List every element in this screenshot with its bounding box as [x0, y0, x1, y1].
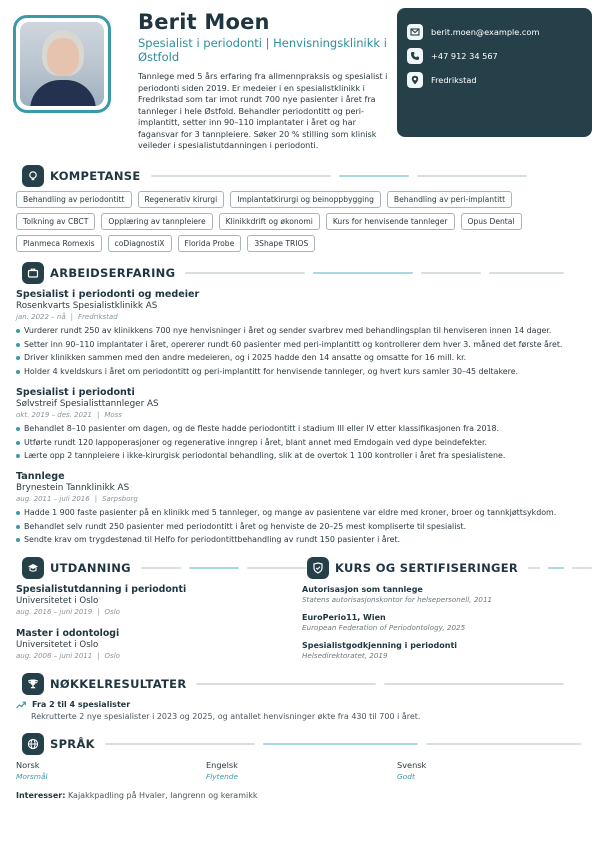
- skill-chip: coDiagnostiX: [108, 235, 172, 252]
- education-title: UTDANNING: [50, 561, 131, 575]
- education-meta: aug. 2016 – juni 2019 | Oslo: [16, 608, 120, 616]
- photo-body: [30, 80, 96, 106]
- language-item: [206, 760, 238, 781]
- job-dates: okt. 2019 – des. 2021: [16, 411, 92, 419]
- skill-chip: Implantatkirurgi og beinoppbygging: [230, 191, 381, 208]
- education-school: Universitetet i Oslo: [16, 640, 99, 650]
- contact-phone-row[interactable]: [407, 47, 582, 65]
- languages-heading: [22, 733, 589, 755]
- job-location: Sarpsborg: [102, 495, 138, 503]
- cert-org: Statens autorisasjonskontor for helsepersonell, 2011: [302, 595, 493, 604]
- mail-icon: [407, 24, 423, 40]
- heading-rule: [528, 567, 600, 569]
- contact-phone[interactable]: +47 912 34 567: [431, 51, 498, 61]
- language-level: Godt: [397, 772, 415, 781]
- job-company: Rosenkvarts Spesialistklinikk AS: [16, 301, 158, 311]
- job-location: Fredrikstad: [77, 313, 118, 321]
- job-bullet: Driver klinikken sammen med den andre medeieren, og i 2025 hadde den 14 ansatte og omsatte for 16 mill. kr.: [16, 351, 591, 365]
- skill-chip: Behandling av peri-implantitt: [387, 191, 512, 208]
- results-title: NØKKELRESULTATER: [50, 677, 187, 691]
- heading-rule: [185, 272, 572, 274]
- job-bullet: Lærte opp 2 tannpleiere i ikke-kirurgisk periodontal behandling, slik at de overtok 1 100 kontroller i året fra spesialistene.: [16, 449, 591, 463]
- heading-rule: [141, 567, 315, 569]
- job-entry: [16, 387, 591, 463]
- skill-chip: 3Shape TRIOS: [247, 235, 315, 252]
- language-level: Flytende: [206, 772, 239, 781]
- cert-name: Spesialistgodkjenning i periodonti: [302, 641, 458, 650]
- job-company: Brynestein Tannklinikk AS: [16, 483, 130, 493]
- job-bullet: Utførte rundt 120 lappoperasjoner og regenerative inngrep i året, blant annet med Emdogain ved dype beindefekter.: [16, 436, 591, 450]
- skill-chip: Regenerativ kirurgi: [138, 191, 225, 208]
- result-title-row: [16, 700, 576, 709]
- job-dates: jan. 2022 – nå: [16, 313, 66, 321]
- education-entry: [16, 584, 286, 616]
- certs-heading: [307, 557, 600, 579]
- contact-location-row: [407, 71, 582, 89]
- interests-text: Kajakkpadling på Hvaler, langrenn og keramikk: [67, 791, 258, 800]
- result-desc: Rekrutterte 2 nye spesialister i 2023 og 2025, og antallet henvisninger økte fra 430 til 700 i året.: [31, 712, 421, 721]
- skill-chip: Tolkning av CBCT: [16, 213, 95, 230]
- job-bullets: [16, 506, 591, 547]
- job-meta: aug. 2011 – juli 2016 | Sarpsborg: [16, 495, 138, 503]
- job-bullet: Sendte krav om trygdestønad til Helfo for periodontittbehandling av rundt 150 pasienter i året.: [16, 533, 591, 547]
- result-entry: [16, 700, 576, 721]
- language-level: Morsmål: [16, 772, 48, 781]
- skills-list: [16, 191, 586, 257]
- skills-title: KOMPETANSE: [50, 169, 141, 183]
- globe-icon: [22, 733, 44, 755]
- result-title: Fra 2 til 4 spesialister: [32, 700, 131, 709]
- profile-photo-frame: [13, 15, 111, 113]
- heading-rule: [105, 743, 589, 745]
- language-name: Engelsk: [206, 760, 238, 770]
- contact-email-row[interactable]: [407, 23, 582, 41]
- cert-name: EuroPerio11, Wien: [302, 613, 386, 622]
- job-dates: aug. 2011 – juli 2016: [16, 495, 90, 503]
- language-name: Norsk: [16, 760, 40, 770]
- education-entry: [16, 628, 286, 660]
- languages-title: SPRÅK: [50, 737, 95, 751]
- photo-face: [47, 38, 79, 76]
- job-bullet: Setter inn 90–110 implantater i året, opererer rundt 60 pasienter med peri-implantitt og kontrollerer dem hver 3. måned det første året.: [16, 338, 591, 352]
- trend-up-icon: [16, 701, 26, 709]
- job-bullets: [16, 324, 591, 378]
- skill-chip: Florida Probe: [178, 235, 242, 252]
- language-item: [16, 760, 48, 781]
- job-bullet: Behandlet selv rundt 250 pasienter med periodontitt i året og henviste de 20–25 mest kompliserte til spesialist.: [16, 520, 591, 534]
- job-company: Sølvstreif Spesialisttannleger AS: [16, 399, 159, 409]
- education-location: Oslo: [104, 608, 120, 616]
- contact-email[interactable]: berit.moen@example.com: [431, 27, 540, 37]
- cert-entry: [302, 641, 582, 660]
- job-location: Moss: [104, 411, 122, 419]
- graduation-cap-icon: [22, 557, 44, 579]
- education-heading: [22, 557, 315, 579]
- contact-location: Fredrikstad: [431, 75, 477, 85]
- job-bullet: Hadde 1 900 faste pasienter på en klinikk med 5 tannleger, og mange av pasientene var eldre med kroner, broer og tannkjøttsykdom.: [16, 506, 591, 520]
- education-dates: aug. 2016 – juni 2019: [16, 608, 93, 616]
- trophy-icon: [22, 673, 44, 695]
- cert-org: Helsedirektoratet, 2019: [302, 651, 388, 660]
- job-role: Tannlege: [16, 471, 65, 482]
- interests-label: Interesser:: [16, 791, 66, 800]
- skill-chip: Behandling av periodontitt: [16, 191, 132, 208]
- location-pin-icon: [407, 72, 423, 88]
- heading-rule: [196, 683, 572, 685]
- experience-heading: [22, 262, 572, 284]
- certificate-icon: [307, 557, 329, 579]
- language-name: Svensk: [397, 760, 427, 770]
- cert-name: Autorisasjon som tannlege: [302, 585, 423, 594]
- skill-chip: Klinikkdrift og økonomi: [219, 213, 320, 230]
- education-degree: Spesialistutdanning i periodonti: [16, 584, 187, 595]
- education-location: Oslo: [104, 652, 120, 660]
- job-bullets: [16, 422, 591, 463]
- candidate-title: Spesialist i periodonti | Henvisningsklinikk i Østfold: [138, 36, 387, 64]
- job-role: Spesialist i periodonti: [16, 387, 135, 398]
- language-item: [397, 760, 426, 781]
- results-heading: [22, 673, 572, 695]
- education-dates: aug. 2006 – juni 2011: [16, 652, 93, 660]
- candidate-name: Berit Moen: [138, 10, 270, 34]
- skill-chip: Opplæring av tannpleiere: [101, 213, 212, 230]
- education-school: Universitetet i Oslo: [16, 596, 99, 606]
- skill-chip: Planmeca Romexis: [16, 235, 102, 252]
- job-bullet: Vurderer rundt 250 av klinikkens 700 nye henvisninger i året og sender svarbrev med behandlingsplan til henviseren innen 14 dager.: [16, 324, 591, 338]
- job-entry: [16, 289, 591, 378]
- job-meta: jan. 2022 – nå | Fredrikstad: [16, 313, 118, 321]
- summary: Tannlege med 5 års erfaring fra allmennpraksis og spesialist i periodonti siden 2019. Er medeier i en spesialistklinikk i Fredrikstad som tar imot rundt 700 nye pasienter i året fra tannleger i hele Østfold. Behandler periodontitt og peri-implantitt, setter inn 90–110 implantater i året og har fagansvar for 3 tannpleiere. Søker 20 % stilling som klinisk veileder i spesialistutdanningen i periodonti.: [138, 71, 388, 150]
- job-entry: [16, 471, 591, 547]
- lightbulb-icon: [22, 165, 44, 187]
- education-meta: aug. 2006 – juni 2011 | Oslo: [16, 652, 120, 660]
- heading-rule: [151, 175, 535, 177]
- cert-org: European Federation of Periodontology, 2025: [302, 623, 466, 632]
- experience-title: ARBEIDSERFARING: [50, 266, 176, 280]
- job-bullet: Holder 4 kveldskurs i året om periodontitt og peri-implantitt for henvisende tannleger, og hvert kurs samler 30–45 deltakere.: [16, 365, 591, 379]
- certs-title: KURS OG SERTIFISERINGER: [335, 561, 519, 575]
- profile-photo: [20, 22, 104, 106]
- skill-chip: Kurs for henvisende tannleger: [326, 213, 455, 230]
- education-degree: Master i odontologi: [16, 628, 120, 639]
- briefcase-icon: [22, 262, 44, 284]
- phone-icon: [407, 48, 423, 64]
- cert-entry: [302, 613, 582, 632]
- skills-heading: [22, 165, 535, 187]
- job-bullet: Behandlet 8–10 pasienter om dagen, og de fleste hadde periodontitt i stadium III eller IV etter klassifikasjonen fra 2018.: [16, 422, 591, 436]
- contact-card: [397, 8, 592, 137]
- skill-chip: Opus Dental: [461, 213, 522, 230]
- interests: [16, 791, 257, 800]
- job-role: Spesialist i periodonti og medeier: [16, 289, 200, 300]
- cert-entry: [302, 585, 582, 604]
- job-meta: okt. 2019 – des. 2021 | Moss: [16, 411, 122, 419]
